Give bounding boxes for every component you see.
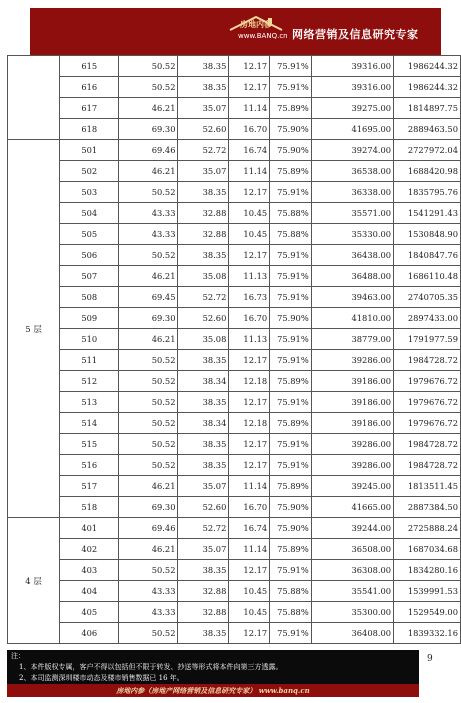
- shared-area-cell: 12.17: [229, 455, 270, 476]
- shared-area-cell: 11.13: [229, 266, 270, 287]
- net-area-cell: 38.34: [178, 371, 229, 392]
- total-price-cell: 2897433.00: [394, 308, 461, 329]
- shared-area-cell: 16.73: [229, 287, 270, 308]
- net-area-cell: 35.08: [178, 266, 229, 287]
- net-area-cell: 38.35: [178, 434, 229, 455]
- gross-area-cell: 46.21: [119, 266, 178, 287]
- total-price-cell: 1791977.59: [394, 329, 461, 350]
- notes-box: [7, 650, 419, 685]
- shared-area-cell: 10.45: [229, 602, 270, 623]
- net-area-cell: 38.35: [178, 77, 229, 98]
- floor-label: [8, 56, 60, 140]
- room-number-cell: 405: [60, 602, 119, 623]
- efficiency-rate-cell: 75.89%: [270, 476, 312, 497]
- total-price-cell: 1530848.90: [394, 224, 461, 245]
- unit-price-cell: 36538.00: [311, 161, 393, 182]
- net-area-cell: 35.07: [178, 476, 229, 497]
- net-area-cell: 38.35: [178, 350, 229, 371]
- unit-price-cell: 39275.00: [311, 98, 393, 119]
- unit-price-cell: 41665.00: [311, 497, 393, 518]
- efficiency-rate-cell: 75.88%: [270, 203, 312, 224]
- table-row: [8, 518, 461, 539]
- net-area-cell: 52.72: [178, 140, 229, 161]
- floor-label: 4 层: [8, 518, 60, 644]
- table-row: [8, 266, 461, 287]
- room-number-cell: 406: [60, 623, 119, 644]
- room-number-cell: 513: [60, 392, 119, 413]
- room-number-cell: 512: [60, 371, 119, 392]
- note-line-2: 2、本司监测深圳楼市动态及楼市销售数据已 16 年。: [19, 674, 184, 682]
- shared-area-cell: 12.17: [229, 182, 270, 203]
- total-price-cell: 1835795.76: [394, 182, 461, 203]
- table-row: [8, 581, 461, 602]
- shared-area-cell: 16.74: [229, 518, 270, 539]
- net-area-cell: 38.35: [178, 560, 229, 581]
- net-area-cell: 35.07: [178, 98, 229, 119]
- total-price-cell: 1814897.75: [394, 98, 461, 119]
- unit-price-cell: 39286.00: [311, 350, 393, 371]
- net-area-cell: 38.35: [178, 623, 229, 644]
- total-price-cell: 2887384.50: [394, 497, 461, 518]
- gross-area-cell: 50.52: [119, 560, 178, 581]
- gross-area-cell: 50.52: [119, 77, 178, 98]
- room-number-cell: 514: [60, 413, 119, 434]
- table-row: [8, 560, 461, 581]
- efficiency-rate-cell: 75.91%: [270, 434, 312, 455]
- unit-price-cell: 39316.00: [311, 56, 393, 77]
- gross-area-cell: 69.46: [119, 518, 178, 539]
- total-price-cell: 1529549.00: [394, 602, 461, 623]
- efficiency-rate-cell: 75.91%: [270, 560, 312, 581]
- net-area-cell: 38.35: [178, 455, 229, 476]
- gross-area-cell: 46.21: [119, 539, 178, 560]
- table-row: [8, 413, 461, 434]
- total-price-cell: 1834280.16: [394, 560, 461, 581]
- unit-price-cell: 39186.00: [311, 392, 393, 413]
- shared-area-cell: 12.17: [229, 434, 270, 455]
- notes-title: 注：: [11, 652, 25, 660]
- gross-area-cell: 46.21: [119, 476, 178, 497]
- unit-price-cell: 39286.00: [311, 434, 393, 455]
- shared-area-cell: 12.18: [229, 371, 270, 392]
- gross-area-cell: 69.46: [119, 140, 178, 161]
- note-line-1: 1、本件版权专属，客户不得以包括但不限于转发、抄送等形式将本件向第三方透露。: [19, 663, 283, 671]
- table-row: [8, 308, 461, 329]
- net-area-cell: 35.07: [178, 539, 229, 560]
- room-number-cell: 511: [60, 350, 119, 371]
- logo-url: www.BANQ.cn: [238, 32, 288, 40]
- room-number-cell: 501: [60, 140, 119, 161]
- unit-price-cell: 36338.00: [311, 182, 393, 203]
- net-area-cell: 32.88: [178, 602, 229, 623]
- table-row: [8, 371, 461, 392]
- net-area-cell: 38.34: [178, 413, 229, 434]
- net-area-cell: 52.60: [178, 308, 229, 329]
- gross-area-cell: 50.52: [119, 413, 178, 434]
- gross-area-cell: 46.21: [119, 98, 178, 119]
- gross-area-cell: 50.52: [119, 245, 178, 266]
- unit-price-cell: 39463.00: [311, 287, 393, 308]
- gross-area-cell: 50.52: [119, 623, 178, 644]
- footer-banner: 房地内参（房地产网络营销及信息研究专家） www.banq.cn: [7, 684, 419, 697]
- total-price-cell: 1979676.72: [394, 392, 461, 413]
- efficiency-rate-cell: 75.91%: [270, 77, 312, 98]
- efficiency-rate-cell: 75.88%: [270, 224, 312, 245]
- table-row: [8, 224, 461, 245]
- total-price-cell: 1984728.72: [394, 455, 461, 476]
- total-price-cell: 1686110.48: [394, 266, 461, 287]
- shared-area-cell: 11.14: [229, 539, 270, 560]
- net-area-cell: 38.35: [178, 392, 229, 413]
- page-number: 9: [427, 654, 433, 664]
- room-number-cell: 403: [60, 560, 119, 581]
- efficiency-rate-cell: 75.90%: [270, 140, 312, 161]
- efficiency-rate-cell: 75.88%: [270, 602, 312, 623]
- net-area-cell: 52.72: [178, 287, 229, 308]
- room-number-cell: 518: [60, 497, 119, 518]
- efficiency-rate-cell: 75.90%: [270, 119, 312, 140]
- shared-area-cell: 10.45: [229, 581, 270, 602]
- room-number-cell: 404: [60, 581, 119, 602]
- table-row: [8, 434, 461, 455]
- table-body: [8, 56, 461, 644]
- table-row: [8, 329, 461, 350]
- gross-area-cell: 46.21: [119, 161, 178, 182]
- room-number-cell: 618: [60, 119, 119, 140]
- table-row: [8, 77, 461, 98]
- shared-area-cell: 12.17: [229, 56, 270, 77]
- shared-area-cell: 16.70: [229, 119, 270, 140]
- shared-area-cell: 11.13: [229, 329, 270, 350]
- efficiency-rate-cell: 75.88%: [270, 581, 312, 602]
- total-price-cell: 2725888.24: [394, 518, 461, 539]
- shared-area-cell: 12.17: [229, 77, 270, 98]
- floor-label: 5 层: [8, 140, 60, 518]
- table-row: [8, 56, 461, 77]
- table-row: [8, 203, 461, 224]
- unit-price-cell: 39286.00: [311, 455, 393, 476]
- efficiency-rate-cell: 75.91%: [270, 56, 312, 77]
- unit-price-cell: 41695.00: [311, 119, 393, 140]
- unit-price-cell: 36308.00: [311, 560, 393, 581]
- net-area-cell: 38.35: [178, 245, 229, 266]
- table-row: [8, 287, 461, 308]
- net-area-cell: 52.60: [178, 497, 229, 518]
- shared-area-cell: 12.17: [229, 560, 270, 581]
- shared-area-cell: 10.45: [229, 203, 270, 224]
- total-price-cell: 1839332.16: [394, 623, 461, 644]
- unit-price-cell: 35571.00: [311, 203, 393, 224]
- net-area-cell: 52.72: [178, 518, 229, 539]
- net-area-cell: 35.07: [178, 161, 229, 182]
- gross-area-cell: 69.45: [119, 287, 178, 308]
- room-number-cell: 402: [60, 539, 119, 560]
- efficiency-rate-cell: 75.90%: [270, 308, 312, 329]
- room-number-cell: 517: [60, 476, 119, 497]
- unit-price-cell: 39245.00: [311, 476, 393, 497]
- unit-price-cell: 38779.00: [311, 329, 393, 350]
- efficiency-rate-cell: 75.91%: [270, 245, 312, 266]
- shared-area-cell: 12.17: [229, 245, 270, 266]
- net-area-cell: 38.35: [178, 182, 229, 203]
- shared-area-cell: 12.17: [229, 350, 270, 371]
- room-number-cell: 516: [60, 455, 119, 476]
- total-price-cell: 1840847.76: [394, 245, 461, 266]
- efficiency-rate-cell: 75.90%: [270, 518, 312, 539]
- table-row: [8, 602, 461, 623]
- gross-area-cell: 43.33: [119, 581, 178, 602]
- shared-area-cell: 12.18: [229, 413, 270, 434]
- room-number-cell: 615: [60, 56, 119, 77]
- table-row: [8, 98, 461, 119]
- efficiency-rate-cell: 75.91%: [270, 182, 312, 203]
- net-area-cell: 35.08: [178, 329, 229, 350]
- unit-price-cell: 35330.00: [311, 224, 393, 245]
- room-number-cell: 617: [60, 98, 119, 119]
- logo-text: 房地内参: [240, 19, 272, 29]
- total-price-cell: 1688420.98: [394, 161, 461, 182]
- total-price-cell: 2727972.04: [394, 140, 461, 161]
- room-number-cell: 509: [60, 308, 119, 329]
- table-row: [8, 392, 461, 413]
- table-row: [8, 497, 461, 518]
- shared-area-cell: 16.74: [229, 140, 270, 161]
- gross-area-cell: 50.52: [119, 455, 178, 476]
- efficiency-rate-cell: 75.89%: [270, 539, 312, 560]
- efficiency-rate-cell: 75.91%: [270, 287, 312, 308]
- total-price-cell: 1984728.72: [394, 434, 461, 455]
- shared-area-cell: 16.70: [229, 308, 270, 329]
- gross-area-cell: 50.52: [119, 434, 178, 455]
- gross-area-cell: 50.52: [119, 350, 178, 371]
- table-row: [8, 245, 461, 266]
- net-area-cell: 32.88: [178, 224, 229, 245]
- sales-table: [7, 55, 461, 644]
- unit-price-cell: 35300.00: [311, 602, 393, 623]
- efficiency-rate-cell: 75.91%: [270, 455, 312, 476]
- gross-area-cell: 43.33: [119, 224, 178, 245]
- table-row: [8, 161, 461, 182]
- shared-area-cell: 11.14: [229, 161, 270, 182]
- room-number-cell: 401: [60, 518, 119, 539]
- room-number-cell: 506: [60, 245, 119, 266]
- efficiency-rate-cell: 75.91%: [270, 266, 312, 287]
- unit-price-cell: 39316.00: [311, 77, 393, 98]
- total-price-cell: 1687034.68: [394, 539, 461, 560]
- total-price-cell: 1986244.32: [394, 56, 461, 77]
- gross-area-cell: 50.52: [119, 56, 178, 77]
- table-row: [8, 119, 461, 140]
- unit-price-cell: 41810.00: [311, 308, 393, 329]
- total-price-cell: 1813511.45: [394, 476, 461, 497]
- efficiency-rate-cell: 75.90%: [270, 497, 312, 518]
- table-row: [8, 350, 461, 371]
- shared-area-cell: 16.70: [229, 497, 270, 518]
- efficiency-rate-cell: 75.89%: [270, 413, 312, 434]
- table-row: [8, 539, 461, 560]
- gross-area-cell: 69.30: [119, 497, 178, 518]
- room-number-cell: 503: [60, 182, 119, 203]
- efficiency-rate-cell: 75.91%: [270, 350, 312, 371]
- shared-area-cell: 10.45: [229, 224, 270, 245]
- unit-price-cell: 36488.00: [311, 266, 393, 287]
- room-number-cell: 616: [60, 77, 119, 98]
- room-number-cell: 505: [60, 224, 119, 245]
- total-price-cell: 1979676.72: [394, 371, 461, 392]
- efficiency-rate-cell: 75.89%: [270, 161, 312, 182]
- table-row: [8, 455, 461, 476]
- total-price-cell: 2740705.35: [394, 287, 461, 308]
- room-number-cell: 507: [60, 266, 119, 287]
- gross-area-cell: 43.33: [119, 602, 178, 623]
- unit-price-cell: 36508.00: [311, 539, 393, 560]
- total-price-cell: 1539991.53: [394, 581, 461, 602]
- shared-area-cell: 12.17: [229, 623, 270, 644]
- room-number-cell: 502: [60, 161, 119, 182]
- gross-area-cell: 46.21: [119, 329, 178, 350]
- net-area-cell: 32.88: [178, 203, 229, 224]
- total-price-cell: 1986244.32: [394, 77, 461, 98]
- total-price-cell: 1541291.43: [394, 203, 461, 224]
- gross-area-cell: 50.52: [119, 371, 178, 392]
- header-title: 网络营销及信息研究专家: [292, 28, 419, 41]
- unit-price-cell: 36408.00: [311, 623, 393, 644]
- table-row: [8, 140, 461, 161]
- gross-area-cell: 69.30: [119, 308, 178, 329]
- shared-area-cell: 11.14: [229, 98, 270, 119]
- net-area-cell: 52.60: [178, 119, 229, 140]
- efficiency-rate-cell: 75.89%: [270, 371, 312, 392]
- unit-price-cell: 39186.00: [311, 413, 393, 434]
- unit-price-cell: 39274.00: [311, 140, 393, 161]
- efficiency-rate-cell: 75.91%: [270, 329, 312, 350]
- room-number-cell: 510: [60, 329, 119, 350]
- total-price-cell: 1984728.72: [394, 350, 461, 371]
- table-row: [8, 476, 461, 497]
- table-row: [8, 623, 461, 644]
- unit-price-cell: 35541.00: [311, 581, 393, 602]
- efficiency-rate-cell: 75.91%: [270, 623, 312, 644]
- shared-area-cell: 12.17: [229, 392, 270, 413]
- unit-price-cell: 36438.00: [311, 245, 393, 266]
- room-number-cell: 515: [60, 434, 119, 455]
- efficiency-rate-cell: 75.89%: [270, 98, 312, 119]
- net-area-cell: 32.88: [178, 581, 229, 602]
- unit-price-cell: 39244.00: [311, 518, 393, 539]
- unit-price-cell: 39186.00: [311, 371, 393, 392]
- net-area-cell: 38.35: [178, 56, 229, 77]
- efficiency-rate-cell: 75.91%: [270, 392, 312, 413]
- gross-area-cell: 50.52: [119, 392, 178, 413]
- gross-area-cell: 69.30: [119, 119, 178, 140]
- total-price-cell: 1979676.72: [394, 413, 461, 434]
- gross-area-cell: 43.33: [119, 203, 178, 224]
- gross-area-cell: 50.52: [119, 182, 178, 203]
- shared-area-cell: 11.14: [229, 476, 270, 497]
- room-number-cell: 508: [60, 287, 119, 308]
- total-price-cell: 2889463.50: [394, 119, 461, 140]
- room-number-cell: 504: [60, 203, 119, 224]
- table-row: [8, 182, 461, 203]
